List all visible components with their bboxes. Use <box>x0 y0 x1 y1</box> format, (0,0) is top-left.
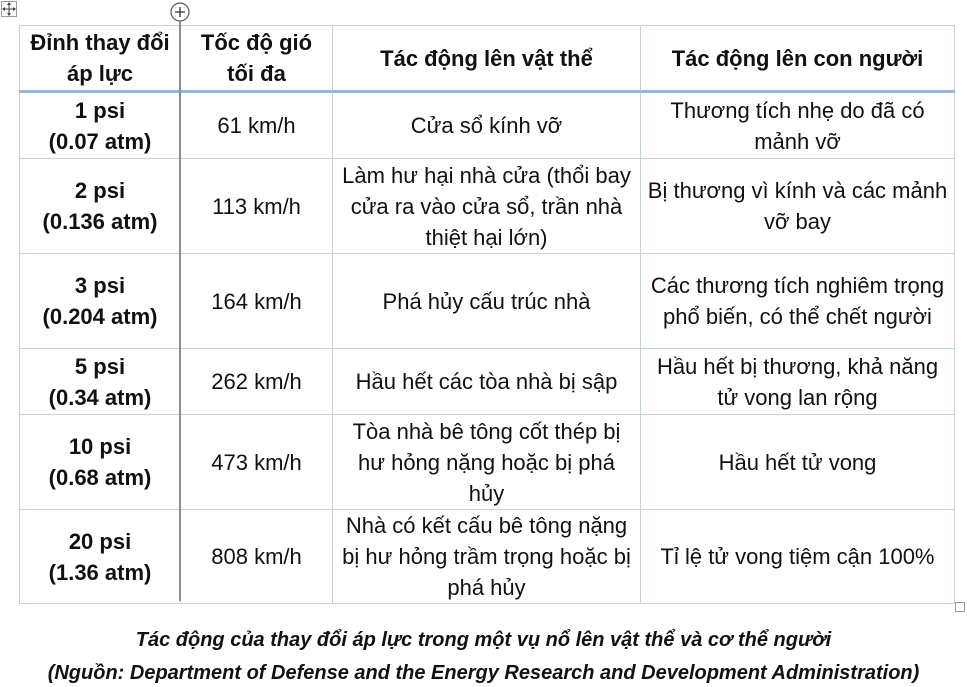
header-effect-on-people[interactable]: Tác động lên con người <box>641 26 955 92</box>
human-effect-cell[interactable]: Hầu hết tử vong <box>641 415 955 510</box>
table-header-row <box>20 26 955 92</box>
wind-speed-cell[interactable]: 61 km/h <box>181 92 333 159</box>
table-row <box>20 159 955 254</box>
table-row <box>20 254 955 349</box>
wind-speed-cell[interactable]: 808 km/h <box>181 510 333 604</box>
human-effect-cell[interactable]: Tỉ lệ tử vong tiệm cận 100% <box>641 510 955 604</box>
object-effect-cell[interactable]: Cửa sổ kính vỡ <box>333 92 641 159</box>
object-effect-cell[interactable]: Làm hư hại nhà cửa (thổi bay cửa ra vào cửa sổ, trần nhà thiệt hại lớn) <box>333 159 641 254</box>
table-row <box>20 510 955 604</box>
wind-speed-cell[interactable]: 262 km/h <box>181 349 333 415</box>
table-row <box>20 349 955 415</box>
pressure-cell[interactable] <box>20 510 181 604</box>
human-effect-cell[interactable]: Hầu hết bị thương, khả năng tử vong lan rộng <box>641 349 955 415</box>
pressure-atm: (0.34 atm) <box>48 384 152 410</box>
pressure-atm: (1.36 atm) <box>48 559 152 585</box>
wind-speed-cell[interactable]: 473 km/h <box>181 415 333 510</box>
header-max-wind-speed[interactable]: Tốc độ gió tối đa <box>181 26 333 92</box>
pressure-psi: 5 psi <box>74 353 126 379</box>
pressure-psi: 2 psi <box>74 178 126 203</box>
pressure-psi: 3 psi <box>74 273 126 298</box>
wind-speed-cell[interactable]: 113 km/h <box>181 159 333 254</box>
table-row <box>20 92 955 159</box>
pressure-psi: 10 psi <box>68 434 132 459</box>
pressure-cell[interactable] <box>20 159 181 254</box>
pressure-atm: (0.07 atm) <box>48 128 152 154</box>
table-caption: Tác động của thay đổi áp lực trong một vụ nổ lên vật thể và cơ thể người <box>135 629 832 651</box>
pressure-atm: (0.136 atm) <box>42 209 158 234</box>
table-source-caption: (Nguồn: Department of Defense and the Energy Research and Development Administration) <box>47 662 920 684</box>
pressure-cell[interactable] <box>20 92 181 159</box>
pressure-cell[interactable] <box>20 349 181 415</box>
insert-column-plus-icon[interactable] <box>170 2 190 22</box>
blast-impact-table <box>19 25 955 604</box>
pressure-atm: (0.204 atm) <box>42 304 158 329</box>
object-effect-cell[interactable]: Phá hủy cấu trúc nhà <box>333 254 641 349</box>
header-effect-on-objects[interactable]: Tác động lên vật thể <box>333 26 641 92</box>
pressure-psi: 20 psi <box>68 528 132 554</box>
insert-column-guide-line <box>179 20 181 601</box>
human-effect-cell[interactable]: Bị thương vì kính và các mảnh vỡ bay <box>641 159 955 254</box>
wind-speed-cell[interactable]: 164 km/h <box>181 254 333 349</box>
object-effect-cell[interactable]: Hầu hết các tòa nhà bị sập <box>333 349 641 415</box>
human-effect-cell[interactable]: Các thương tích nghiêm trọng phổ biến, có thể chết người <box>641 254 955 349</box>
header-peak-pressure[interactable]: Đỉnh thay đổi áp lực <box>20 26 181 92</box>
pressure-cell[interactable] <box>20 415 181 510</box>
human-effect-cell[interactable]: Thương tích nhẹ do đã có mảnh vỡ <box>641 92 955 159</box>
object-effect-cell[interactable]: Nhà có kết cấu bê tông nặng bị hư hỏng trầm trọng hoặc bị phá hủy <box>333 510 641 604</box>
pressure-psi: 1 psi <box>74 97 126 123</box>
object-effect-cell[interactable]: Tòa nhà bê tông cốt thép bị hư hỏng nặng hoặc bị phá hủy <box>333 415 641 510</box>
table-move-handle-icon[interactable] <box>1 1 17 17</box>
pressure-cell[interactable] <box>20 254 181 349</box>
table-resize-handle-icon[interactable] <box>955 602 965 612</box>
pressure-atm: (0.68 atm) <box>48 465 152 490</box>
table-row <box>20 415 955 510</box>
